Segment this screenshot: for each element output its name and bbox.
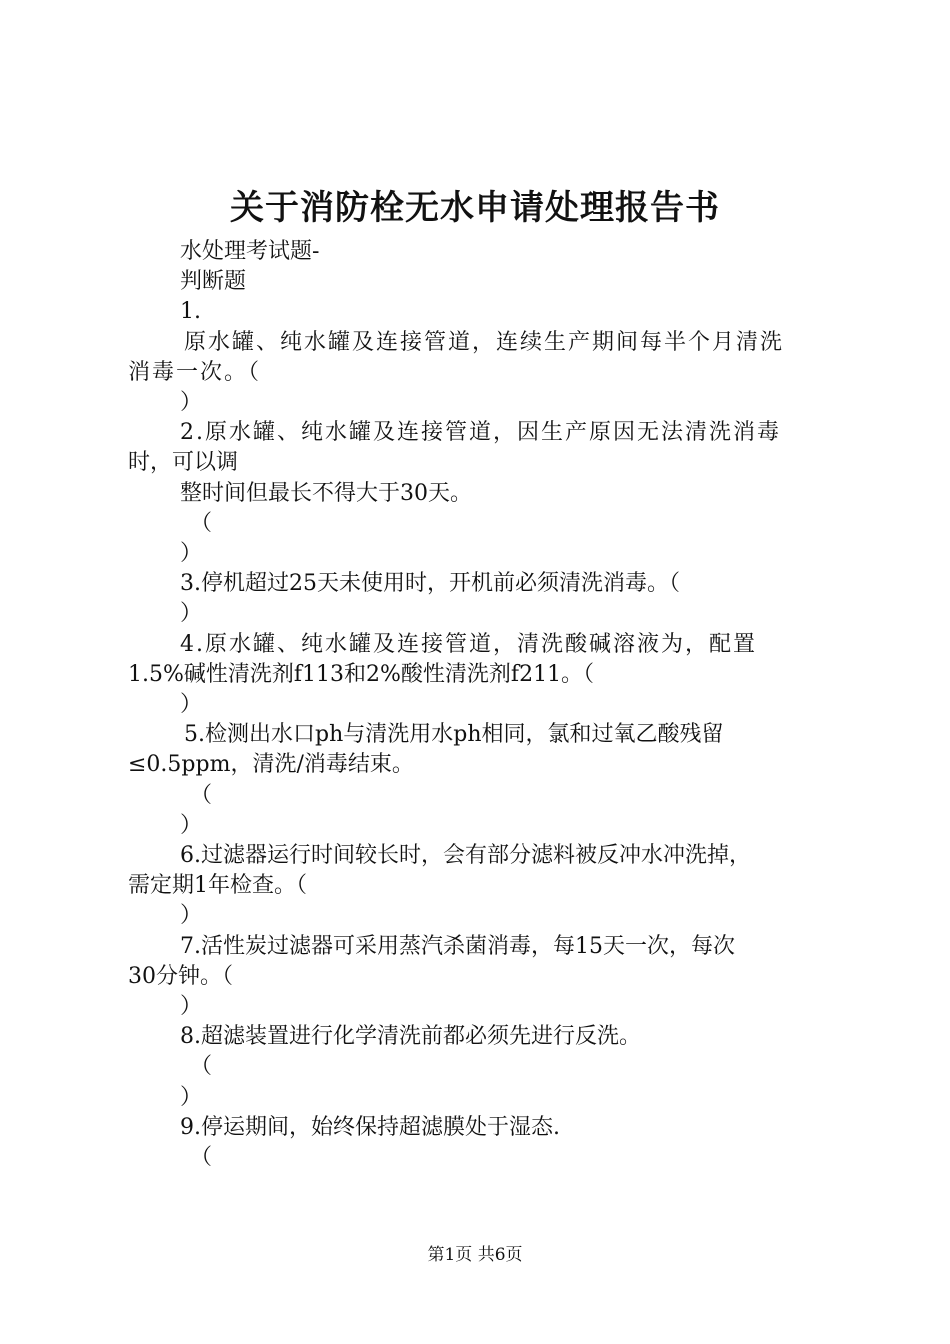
body-line: 30分钟。（ xyxy=(128,963,233,989)
body-line: 消毒一次。（ xyxy=(128,359,262,385)
document-body xyxy=(128,237,838,1173)
body-line: 判断题 xyxy=(180,269,247,295)
body-line: ） xyxy=(180,1084,203,1110)
document-title: 关于消防栓无水申请处理报告书 xyxy=(230,188,720,228)
body-line: ） xyxy=(180,601,203,627)
body-line: ） xyxy=(180,390,203,416)
body-line: ） xyxy=(180,994,203,1020)
body-line: 整时间但最长不得大于30天。 xyxy=(180,480,472,506)
body-line: （ xyxy=(190,782,213,808)
body-line: 9.停运期间，始终保持超滤膜处于湿态. xyxy=(180,1114,560,1140)
body-line: ） xyxy=(180,903,203,929)
body-line: ） xyxy=(180,812,203,838)
body-line: 5.检测出水口ph与清洗用水ph相同，氯和过氧乙酸残留 xyxy=(184,722,724,748)
body-line: ≤0.5ppm，清洗/消毒结束。 xyxy=(128,752,414,778)
body-line: ） xyxy=(180,692,203,718)
body-line: （ xyxy=(190,1054,213,1080)
body-line: （ xyxy=(190,510,213,536)
body-line: 2.原水罐、纯水罐及连接管道，因生产原因无法清洗消毒 xyxy=(180,420,781,446)
body-line: 3.停机超过25天未使用时，开机前必须清洗消毒。（ xyxy=(180,571,680,597)
body-line: 水处理考试题- xyxy=(180,239,320,264)
body-line: 原水罐、纯水罐及连接管道，连续生产期间每半个月清洗 xyxy=(184,329,785,355)
body-line: 8.超滤装置进行化学清洗前都必须先进行反洗。 xyxy=(180,1024,641,1050)
body-line: 时，可以调 xyxy=(128,450,239,476)
body-line: 1. xyxy=(180,299,201,325)
body-line: （ xyxy=(190,1145,213,1171)
body-line: 7.活性炭过滤器可采用蒸汽杀菌消毒，每15天一次，每次 xyxy=(180,933,735,959)
body-line: 1.5%碱性清洗剂f113和2%酸性清洗剂f211。（ xyxy=(128,661,595,687)
body-line: 6.过滤器运行时间较长时，会有部分滤料被反冲水冲洗掉， xyxy=(180,843,751,869)
body-line: 需定期1年检查。（ xyxy=(128,873,307,899)
body-line: 4.原水罐、纯水罐及连接管道，清洗酸碱溶液为，配置 xyxy=(180,631,757,657)
body-line: ） xyxy=(180,541,203,567)
page-footer: 第1页 共6页 xyxy=(427,1245,523,1265)
